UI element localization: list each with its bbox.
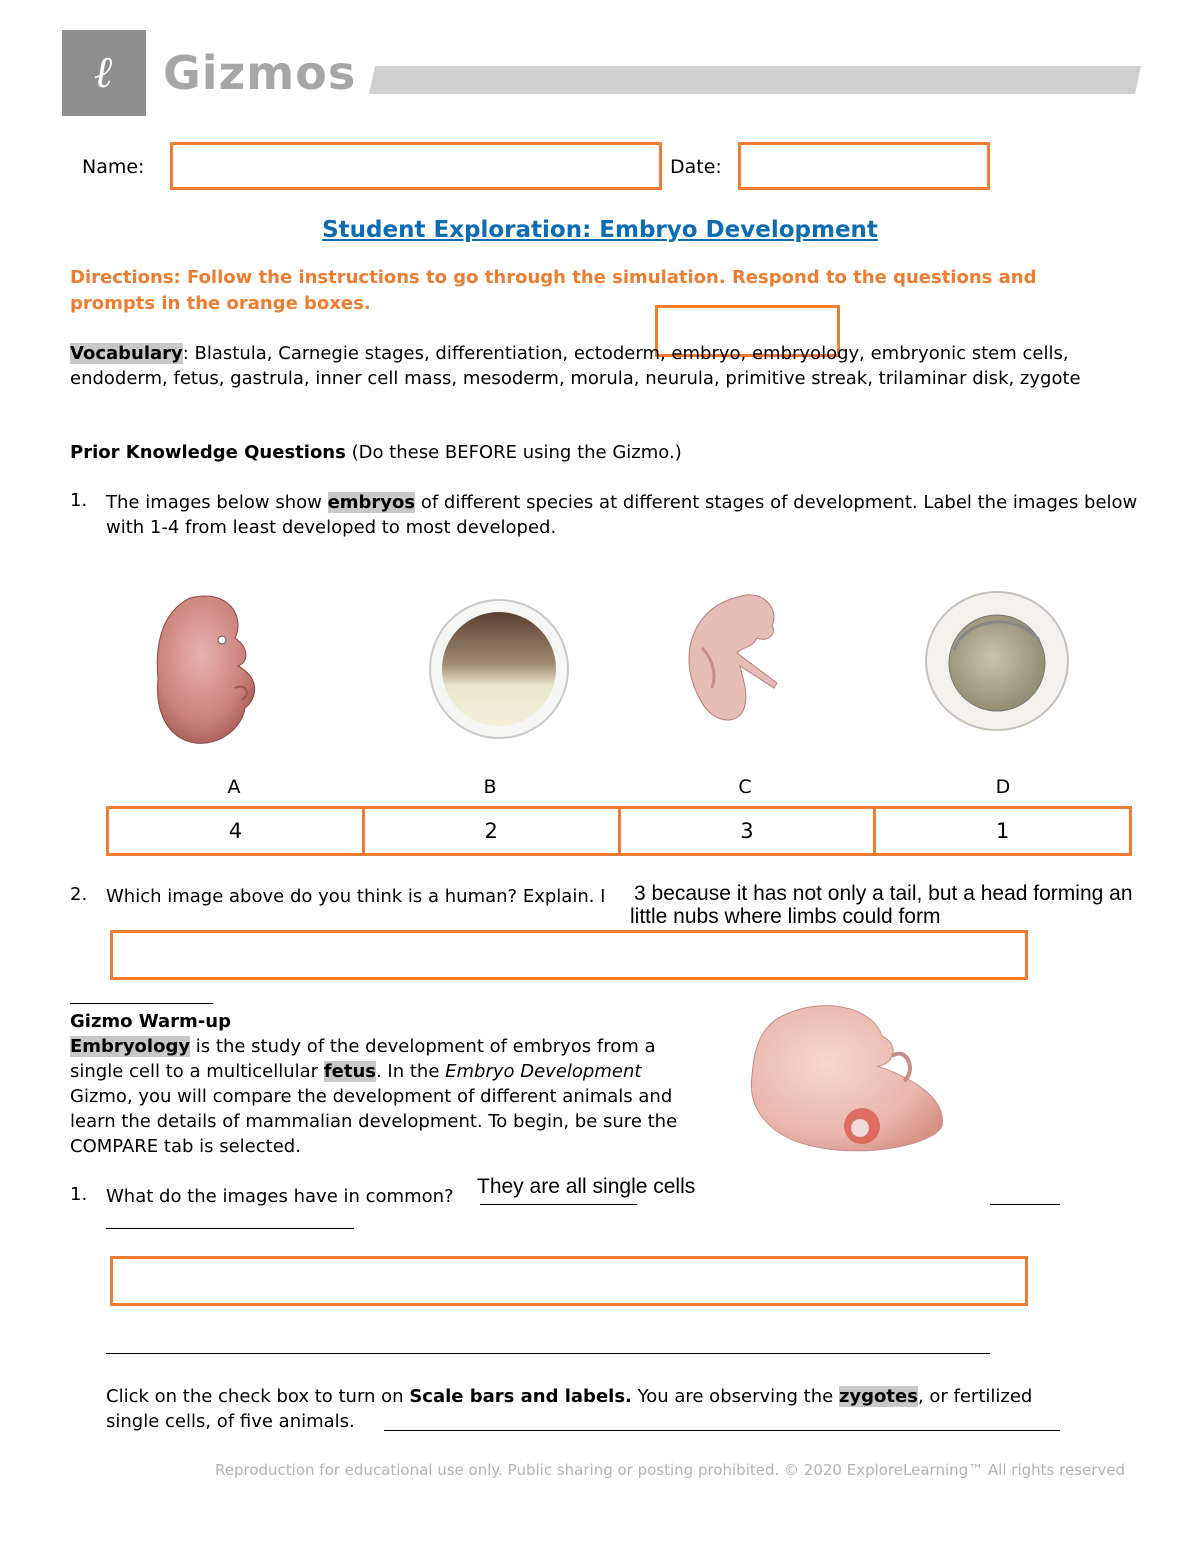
scale-bars-instruction-line-2: single cells, of five animals. [106,1411,355,1432]
vocabulary-label: Vocabulary [70,343,183,364]
warmup-text-3: Gizmo, you will compare the development of different animals and learn the details of mammalian development. To begin, be sure the COMPARE tab is selected. [70,1086,678,1157]
warmup-question-1-answer-box[interactable] [110,1256,1028,1306]
answer-cell-c[interactable]: 3 [621,809,877,853]
vocabulary-paragraph [70,341,1140,391]
zygotes-keyword: zygotes [838,1386,918,1407]
answer-underline-3 [106,1228,354,1229]
embryo-illustration [742,996,954,1158]
question-2-answer-line-2[interactable]: little nubs where limbs could form [630,905,941,928]
question-2-answer-line-1[interactable]: 3 because it has not only a tail, but a head forming an [634,882,1133,905]
section-divider [70,1003,213,1004]
warmup-text-1: is the study of the development of embryos from a single cell to a multicellular [70,1036,656,1082]
date-field[interactable] [738,142,990,190]
answer-cell-d[interactable]: 1 [995,819,1010,843]
warmup-question-1-text: What do the images have in common? [106,1186,454,1207]
click-post-1: , or fertilized [917,1386,1033,1407]
page-title: Student Exploration: Embryo Development [322,217,878,243]
prior-knowledge-title: Prior Knowledge Questions [70,442,346,463]
question-2-text: Which image above do you think is a human? Explain. I [106,886,606,907]
gizmo-name: Embryo Development [445,1061,642,1082]
question-1-text [106,490,1146,540]
answer-underline-2 [990,1204,1060,1205]
answer-cell-a[interactable]: 4 [109,809,365,853]
embryology-keyword: Embryology [70,1036,191,1057]
prior-knowledge-note: (Do these BEFORE using the Gizmo.) [345,442,682,463]
explorelearning-logo-icon: ℓ [62,30,146,116]
prior-knowledge-heading [70,440,682,465]
warmup-question-1-answer[interactable]: They are all single cells [477,1175,696,1198]
embryo-image-a [150,588,265,748]
image-label-d: D [995,776,1011,798]
name-label: Name: [82,156,145,178]
question-1-number: 1. [70,490,88,511]
warmup-text-2: . In the [375,1061,446,1082]
question-2-answer-box[interactable] [110,930,1028,980]
embryos-keyword: embryos [327,492,416,513]
answer-underline-4 [106,1353,990,1354]
answer-underline-5 [384,1430,1060,1431]
click-mid: You are observing the [631,1386,839,1407]
scale-bars-label: Scale bars and labels. [409,1386,632,1407]
embryo-image-c [682,588,787,728]
image-label-c: C [738,776,752,798]
warmup-heading: Gizmo Warm-up [70,1011,231,1032]
image-label-a: A [227,776,241,798]
scale-bars-instruction [106,1384,1106,1409]
fetus-keyword: fetus [323,1061,376,1082]
header-decoration-bar [369,66,1141,94]
answer-cell-b[interactable]: 2 [365,809,621,853]
warmup-paragraph [70,1034,695,1159]
question-2-number: 2. [70,884,88,905]
answer-underline-1 [480,1204,637,1205]
vocabulary-terms: : Blastula, Carnegie stages, differentiation, ectoderm, embryo, embryology, embryonic stem cells, endoderm, fetus, gastrula, inner cell mass, mesoderm, morula, neurula, primitive streak, trilaminar disk, zygote [70,343,1081,389]
image-label-b: B [483,776,497,798]
embryo-image-b [428,598,570,740]
ranking-answer-table [106,806,1132,856]
footer-copyright: Reproduction for educational use only. Public sharing or posting prohibited. © 2020 ExploreLearning™ All rights reserved [215,1461,1126,1479]
date-label: Date: [670,156,722,178]
warmup-question-1-number: 1. [70,1184,88,1205]
q1-post: of different species at different stages of development. Label the images below with 1-4 from least developed to most developed. [106,492,1138,538]
brand-name: Gizmos [163,46,357,100]
name-field[interactable] [170,142,662,190]
q1-pre: The images below show [106,492,328,513]
embryo-image-d [924,590,1070,732]
directions: Directions: Follow the instructions to go through the simulation. Respond to the questions and prompts in the orange boxes. [70,267,1037,314]
click-pre: Click on the check box to turn on [106,1386,410,1407]
